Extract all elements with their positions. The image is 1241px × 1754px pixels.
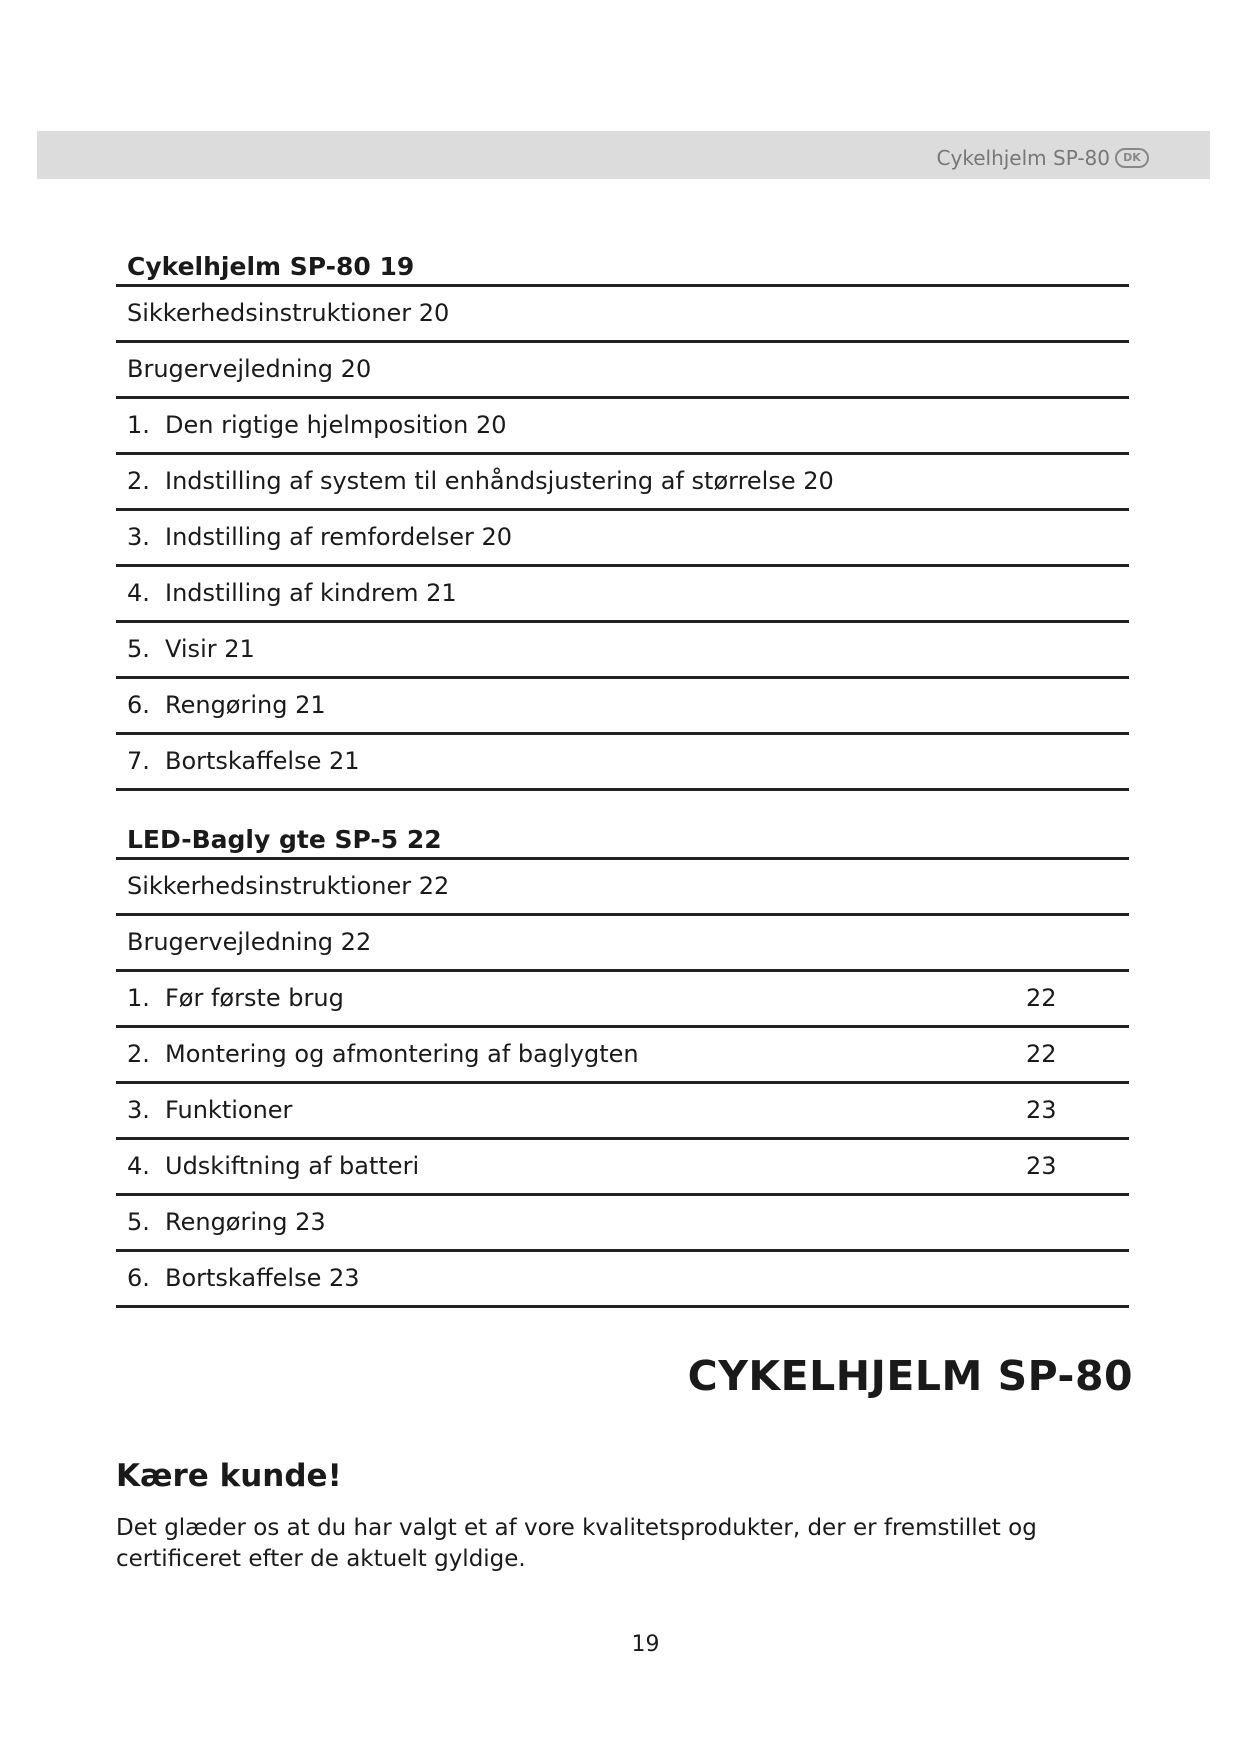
toc-entry: [116, 343, 1129, 399]
toc-entry-page: 23: [1026, 1152, 1057, 1180]
intro-paragraph: Det glæder os at du har valgt et af vore kvalitetsprodukter, der er fremstillet og certificeret efter de aktuelt gyldige.: [116, 1515, 1037, 1572]
toc-entry: [116, 399, 1129, 455]
toc-entry-number: 2.: [127, 1040, 150, 1068]
toc-entry: [116, 735, 1129, 791]
toc-entry-page: 22: [1026, 984, 1057, 1012]
toc-entry-number: 4.: [127, 1152, 150, 1180]
toc-entry: [116, 1196, 1129, 1252]
toc-entry-text: Montering og afmontering af baglygten: [165, 1040, 639, 1068]
toc-entry: [116, 1084, 1129, 1140]
toc-entry-text: Indstilling af remfordelser 20: [165, 523, 513, 551]
toc-entry-number: 7.: [127, 747, 150, 775]
toc-entry: [116, 623, 1129, 679]
toc-entry: [116, 679, 1129, 735]
toc-entry: [116, 287, 1129, 343]
toc-entry-text: Udskiftning af batteri: [165, 1152, 420, 1180]
toc-entry-text: Brugervejledning 22: [127, 928, 372, 956]
toc-entry-text: Visir 21: [165, 635, 255, 663]
toc-heading: LED-Bagly gte SP-5 22: [116, 823, 1129, 860]
toc-entry-number: 6.: [127, 691, 150, 719]
toc-entry-text: Bortskaffelse 21: [165, 747, 360, 775]
toc-entry-text: Indstilling af system til enhåndsjustering af størrelse 20: [165, 467, 834, 495]
toc-entry-number: 5.: [127, 635, 150, 663]
toc-entry-text: Brugervejledning 20: [127, 355, 372, 383]
toc-entry-page: 23: [1026, 1096, 1057, 1124]
toc-entry-text: Indstilling af kindrem 21: [165, 579, 457, 607]
section-title: CYKELHJELM SP-80: [687, 1352, 1133, 1400]
toc-heading: Cykelhjelm SP-80 19: [116, 250, 1129, 287]
toc-entry: [116, 860, 1129, 916]
toc-entry-page: 22: [1026, 1040, 1057, 1068]
toc-entry: [116, 1252, 1129, 1308]
toc-entry-number: 5.: [127, 1208, 150, 1236]
toc-entry-text: Rengøring 23: [165, 1208, 326, 1236]
toc-entry-text: Rengøring 21: [165, 691, 326, 719]
toc-entry: [116, 1028, 1129, 1084]
toc-entry-number: 4.: [127, 579, 150, 607]
toc-entry-number: 6.: [127, 1264, 150, 1292]
toc-entry-number: 3.: [127, 523, 150, 551]
toc-entry-number: 1.: [127, 411, 150, 439]
toc-entry-number: 3.: [127, 1096, 150, 1124]
toc-entry-text: Bortskaffelse 23: [165, 1264, 360, 1292]
toc-entry-text: Før første brug: [165, 984, 344, 1012]
toc-entry: [116, 567, 1129, 623]
toc-entry: [116, 511, 1129, 567]
toc-entry: [116, 1140, 1129, 1196]
toc-entry-text: Sikkerhedsinstruktioner 22: [127, 872, 450, 900]
toc-entry: [116, 455, 1129, 511]
toc-entry: [116, 916, 1129, 972]
greeting-heading: Kære kunde!: [116, 1458, 342, 1494]
toc-entry-text: Den rigtige hjelmposition 20: [165, 411, 507, 439]
page-number: 19: [631, 1632, 660, 1657]
toc-entry-number: 1.: [127, 984, 150, 1012]
toc-entry-text: Sikkerhedsinstruktioner 20: [127, 299, 450, 327]
toc-helmet: [116, 250, 1129, 791]
toc-entry-text: Funktioner: [165, 1096, 293, 1124]
country-badge: DK: [1115, 148, 1149, 168]
toc-taillight: [116, 823, 1129, 1308]
toc-entry-number: 2.: [127, 467, 150, 495]
header-title: Cykelhjelm SP-80: [936, 146, 1110, 170]
toc-entry: [116, 972, 1129, 1028]
